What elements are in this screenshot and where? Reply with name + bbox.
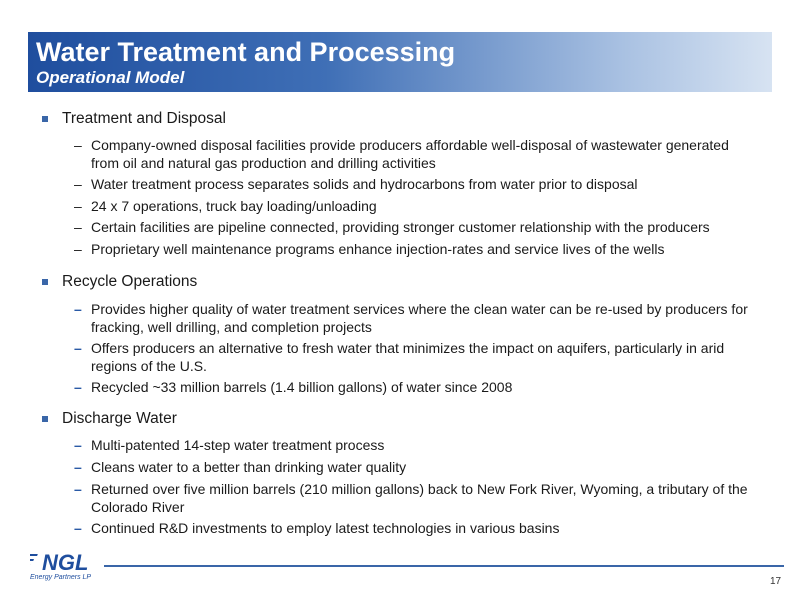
dash-bullet-icon: –: [74, 520, 82, 536]
square-bullet-icon: [42, 279, 48, 285]
list-item-text: Recycled ~33 million barrels (1.4 billion gallons) of water since 2008: [91, 379, 513, 395]
square-bullet-icon: [42, 416, 48, 422]
list-item-text: Company-owned disposal facilities provide producers affordable well-disposal of wastewater generated from oil and natural gas production and drilling activities: [91, 137, 729, 171]
dash-bullet-icon: –: [74, 137, 82, 153]
square-bullet-icon: [42, 116, 48, 122]
page-subtitle: Operational Model: [36, 68, 185, 87]
dash-bullet-icon: –: [74, 301, 82, 317]
list-item-text: Certain facilities are pipeline connected, providing stronger customer relationship with the producers: [91, 219, 710, 235]
list-item-text: Water treatment process separates solids and hydrocarbons from water prior to disposal: [91, 176, 638, 192]
dash-bullet-icon: –: [74, 437, 82, 453]
logo-tagline: Energy Partners LP: [30, 574, 92, 581]
section-heading: Recycle Operations: [62, 273, 198, 290]
footer-divider: [104, 565, 784, 567]
dash-bullet-icon: –: [74, 219, 82, 235]
dash-bullet-icon: –: [74, 176, 82, 192]
section-heading: Discharge Water: [62, 410, 177, 427]
section-heading: Treatment and Disposal: [62, 110, 226, 127]
list-item-text: Returned over five million barrels (210 million gallons) back to New Fork River, Wyoming, a tributary of the Colorado River: [91, 481, 748, 515]
list-item-text: Provides higher quality of water treatment services where the clean water can be re-used by producers for fracking, well drilling, and completion projects: [91, 301, 748, 335]
list-item-text: Continued R&D investments to employ latest technologies in various basins: [91, 520, 560, 536]
page-title: Water Treatment and Processing: [36, 37, 456, 67]
dash-bullet-icon: –: [74, 379, 82, 395]
list-item-text: 24 x 7 operations, truck bay loading/unloading: [91, 198, 377, 214]
page-number: 17: [770, 576, 782, 587]
dash-bullet-icon: –: [74, 198, 82, 214]
dash-bullet-icon: –: [74, 340, 82, 356]
list-item-text: Multi-patented 14-step water treatment process: [91, 437, 385, 453]
dash-bullet-icon: –: [74, 459, 82, 475]
ngl-logo: [30, 548, 102, 588]
list-item-text: Proprietary well maintenance programs enhance injection-rates and service lives of the wells: [91, 241, 665, 257]
list-item-text: Offers producers an alternative to fresh water that minimizes the impact on aquifers, particularly in arid regions of the U.S.: [91, 340, 725, 374]
dash-bullet-icon: –: [74, 481, 82, 497]
list-item-text: Cleans water to a better than drinking water quality: [91, 459, 407, 475]
dash-bullet-icon: –: [74, 241, 82, 257]
logo-wordmark: NGL: [42, 550, 89, 575]
